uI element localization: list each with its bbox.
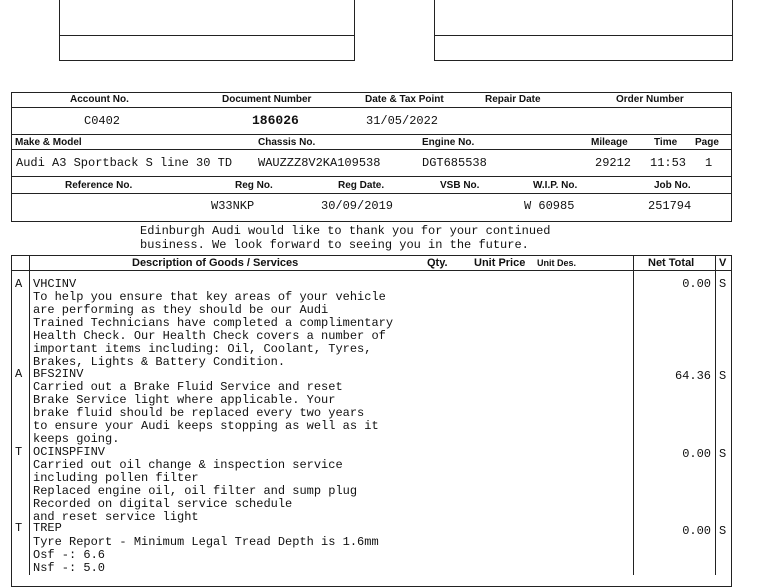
job-no-value: 251794 <box>648 199 692 213</box>
item-flag: T <box>15 521 23 535</box>
item-desc-line: Carried out oil change & inspection service <box>33 458 343 472</box>
col-unit-price: Unit Price <box>474 257 526 269</box>
item-desc-line: brake fluid should be replaced every two years <box>33 406 365 420</box>
item-flag: A <box>15 277 23 291</box>
item-desc-line: Osf -: 6.6 <box>33 548 106 562</box>
document-number-label: Document Number <box>222 94 312 105</box>
top-right-box-divider <box>434 35 732 36</box>
make-model-value: Audi A3 Sportback S line 30 TD <box>16 156 233 170</box>
header-divider-3 <box>11 149 731 150</box>
date-tax-point-value: 31/05/2022 <box>366 114 439 128</box>
wip-no-value: W 60985 <box>524 199 575 213</box>
vsb-no-label: VSB No. <box>440 180 480 191</box>
top-left-box <box>59 0 355 61</box>
item-code: TREP <box>33 521 62 535</box>
item-desc-line: Replaced engine oil, oil filter and sump plug <box>33 484 358 498</box>
table-col-line-net-right <box>715 255 716 575</box>
date-tax-point-label: Date & Tax Point <box>365 94 444 105</box>
col-unit-des: Unit Des. <box>537 258 577 268</box>
table-header-divider <box>11 270 731 271</box>
top-left-box-divider <box>59 35 354 36</box>
thank-you-line-2: business. We look forward to seeing you in the future. <box>140 238 529 252</box>
thank-you-line-1: Edinburgh Audi would like to thank you for your continued <box>140 224 551 238</box>
item-vat: S <box>719 524 727 538</box>
item-vat: S <box>719 447 727 461</box>
item-desc-line: Brake Service light where applicable. Your <box>33 393 336 407</box>
item-vat: S <box>719 369 727 383</box>
order-number-label: Order Number <box>616 94 684 105</box>
item-desc-line: Nsf -: 5.0 <box>33 561 106 575</box>
item-flag: T <box>15 445 23 459</box>
repair-date-label: Repair Date <box>485 94 541 105</box>
reg-no-label: Reg No. <box>235 180 273 191</box>
item-desc-line: important items including: Oil, Coolant, Tyres, <box>33 342 372 356</box>
document-number-value: 186026 <box>252 113 299 128</box>
item-net-total: 0.00 <box>682 277 711 291</box>
header-divider-2 <box>11 134 731 135</box>
item-desc-line: Tyre Report - Minimum Legal Tread Depth is 1.6mm <box>33 535 379 549</box>
mileage-label: Mileage <box>591 137 628 148</box>
chassis-no-label: Chassis No. <box>258 137 316 148</box>
header-divider-4 <box>11 176 731 177</box>
item-code: BFS2INV <box>33 367 84 381</box>
col-vat: V <box>719 257 727 269</box>
wip-no-label: W.I.P. No. <box>533 180 578 191</box>
col-qty: Qty. <box>427 257 448 269</box>
account-no-label: Account No. <box>70 94 129 105</box>
item-desc-line: including pollen filter <box>33 471 199 485</box>
item-desc-line: Trained Technicians have completed a complimentary <box>33 316 394 330</box>
page-label: Page <box>695 137 719 148</box>
reg-no-value: W33NKP <box>211 199 255 213</box>
item-net-total: 64.36 <box>674 369 711 383</box>
top-right-box <box>434 0 733 61</box>
item-desc-line: Recorded on digital service schedule <box>33 497 293 511</box>
reference-no-label: Reference No. <box>65 180 133 191</box>
job-no-label: Job No. <box>654 180 691 191</box>
make-model-label: Make & Model <box>15 137 82 148</box>
item-net-total: 0.00 <box>682 447 711 461</box>
reg-date-value: 30/09/2019 <box>321 199 394 213</box>
col-net-total: Net Total <box>648 257 695 269</box>
item-vat: S <box>719 277 727 291</box>
item-code: OCINSPFINV <box>33 445 106 459</box>
page-value: 1 <box>705 156 713 170</box>
engine-no-label: Engine No. <box>422 137 475 148</box>
reg-date-label: Reg Date. <box>338 180 385 191</box>
account-no-value: C0402 <box>84 114 121 128</box>
item-desc-line: To help you ensure that key areas of your vehicle <box>33 290 386 304</box>
item-desc-line: keeps going. <box>33 432 120 446</box>
item-desc-line: are performing as they should be our Audi <box>33 303 329 317</box>
table-col-line-flag <box>29 255 30 575</box>
engine-no-value: DGT685538 <box>422 156 487 170</box>
item-code: VHCINV <box>33 277 77 291</box>
item-desc-line: Brakes, Lights & Battery Condition. <box>33 355 286 369</box>
time-value: 11:53 <box>650 156 687 170</box>
header-divider-1 <box>11 107 731 108</box>
time-label: Time <box>654 137 678 148</box>
chassis-no-value: WAUZZZ8V2KA109538 <box>258 156 381 170</box>
mileage-value: 29212 <box>595 156 632 170</box>
item-desc-line: to ensure your Audi keeps stopping as well as it <box>33 419 379 433</box>
item-desc-line: and reset service light <box>33 510 199 524</box>
item-flag: A <box>15 367 23 381</box>
item-net-total: 0.00 <box>682 524 711 538</box>
header-divider-5 <box>11 193 731 194</box>
table-col-line-desc-right <box>633 255 634 575</box>
item-desc-line: Health Check. Our Health Check covers a number of <box>33 329 386 343</box>
item-desc-line: Carried out a Brake Fluid Service and reset <box>33 380 343 394</box>
col-description: Description of Goods / Services <box>132 257 299 269</box>
